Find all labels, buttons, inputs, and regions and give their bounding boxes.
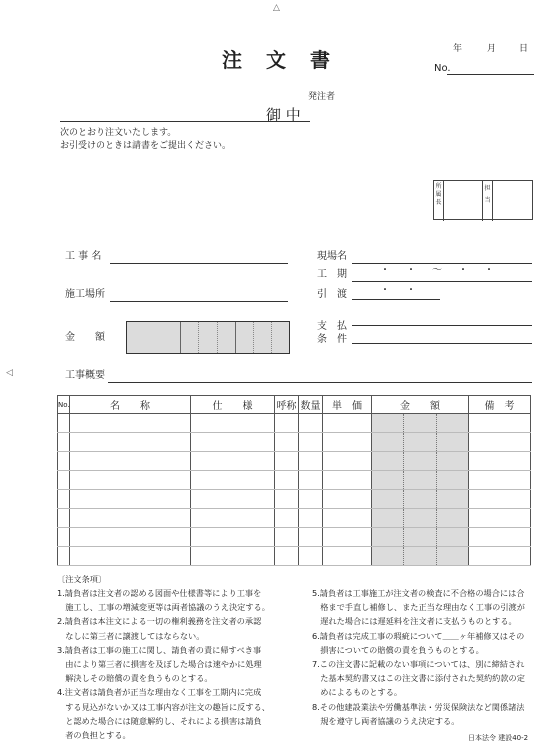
table-header-row — [58, 396, 531, 414]
col-spec: 仕 様 — [191, 396, 275, 414]
outline-label: 工事概要 — [65, 370, 105, 381]
term-line: 5.請負者は工事施工が注文者の検査に不合格の場合には合 — [312, 588, 525, 598]
table-cell[interactable] — [275, 528, 299, 547]
col-quantity: 数量 — [299, 396, 323, 414]
terms-right-column — [312, 586, 525, 728]
table-cell[interactable] — [299, 414, 323, 433]
table-cell[interactable] — [70, 509, 191, 528]
table-row — [58, 509, 531, 528]
date-year-label: 年 — [453, 44, 463, 54]
table-cell[interactable] — [191, 528, 275, 547]
table-cell[interactable] — [372, 547, 469, 566]
table-cell[interactable] — [70, 433, 191, 452]
table-cell[interactable] — [323, 490, 372, 509]
table-cell[interactable] — [372, 471, 469, 490]
table-row — [58, 528, 531, 547]
table-cell[interactable] — [275, 414, 299, 433]
table-cell[interactable] — [299, 490, 323, 509]
table-row — [58, 471, 531, 490]
table-cell[interactable] — [469, 414, 531, 433]
table-cell[interactable] — [323, 547, 372, 566]
table-cell[interactable] — [469, 547, 531, 566]
orderer-label: 発注者 — [308, 92, 336, 102]
table-cell[interactable] — [58, 471, 70, 490]
construction-name-field[interactable] — [110, 263, 288, 264]
table-row — [58, 490, 531, 509]
table-cell[interactable] — [323, 414, 372, 433]
col-unit-price: 単 価 — [323, 396, 372, 414]
order-number-field[interactable] — [447, 74, 534, 75]
term-line: 4.注文者は請負者が正当な理由なく工事を工期内に完成 — [57, 687, 262, 698]
term-line: と認めた場合には随意解約し、それによる損害は請負 — [57, 715, 262, 726]
terms-heading: 〔注文条項〕 — [57, 574, 107, 584]
term-line: 由により第三者に損害を及ぼした場合は速やかに処理 — [57, 659, 262, 670]
col-name: 名 称 — [70, 396, 191, 414]
table-cell[interactable] — [323, 471, 372, 490]
site-name-label: 現場名 — [317, 251, 347, 262]
col-amount: 金 額 — [372, 396, 469, 414]
table-cell[interactable] — [70, 528, 191, 547]
table-cell[interactable] — [275, 452, 299, 471]
col-remarks: 備 考 — [469, 396, 531, 414]
table-cell[interactable] — [58, 509, 70, 528]
table-cell[interactable] — [58, 547, 70, 566]
term-line: 格まで手直し補修し、また正当な理由なく工事の引渡が — [312, 602, 525, 613]
period-field[interactable] — [352, 281, 532, 282]
table-cell[interactable] — [70, 547, 191, 566]
term-line: 1.請負者は注文者の認める図面や仕様書等により工事を — [57, 588, 262, 598]
term-line: 施工し、工事の増減変更等は両者協議のうえ決定する。 — [57, 602, 270, 613]
col-no: No. — [58, 396, 70, 414]
table-cell[interactable] — [58, 452, 70, 471]
term-line: めによるものとする。 — [312, 687, 403, 698]
payment-terms-label-2: 条 件 — [317, 334, 347, 345]
order-number-label: No. — [434, 63, 451, 74]
table-cell[interactable] — [372, 452, 469, 471]
table-cell[interactable] — [275, 490, 299, 509]
table-cell[interactable] — [469, 452, 531, 471]
onchu-underline — [260, 121, 310, 122]
recipient-name-field[interactable] — [60, 121, 260, 122]
table-cell[interactable] — [191, 471, 275, 490]
table-cell[interactable] — [372, 509, 469, 528]
delivery-field[interactable] — [352, 299, 440, 300]
term-line: 遅れた場合には遅延料を注文者に支払うものとする。 — [312, 616, 517, 627]
intro-line-2: お引受けのときは請書をご提出ください。 — [60, 141, 232, 151]
left-registration-mark: ◁ — [6, 368, 13, 378]
table-cell[interactable] — [70, 490, 191, 509]
table-cell[interactable] — [299, 547, 323, 566]
table-cell[interactable] — [191, 547, 275, 566]
term-line: する見込がないか又は工事内容が注文の趣旨に反する、 — [57, 701, 270, 712]
construction-place-field[interactable] — [110, 301, 288, 302]
table-row — [58, 547, 531, 566]
table-cell[interactable] — [275, 471, 299, 490]
payment-terms-field-1[interactable] — [352, 325, 532, 326]
term-line: た基本契約書又はこの注文書に添付された契約約款の定 — [312, 673, 525, 684]
footer-publisher-code: 日本法令 建設40-2 — [468, 734, 529, 742]
payment-terms-label-1: 支 払 — [317, 321, 347, 332]
term-line: 3.請負者は工事の施工に関し、請負者の責に帰すべき事 — [57, 644, 262, 655]
period-label: 工 期 — [317, 269, 347, 280]
table-cell[interactable] — [191, 490, 275, 509]
col-unit: 呼称 — [275, 396, 299, 414]
table-cell[interactable] — [323, 528, 372, 547]
table-cell[interactable] — [469, 509, 531, 528]
amount-label: 金 額 — [65, 332, 105, 343]
payment-terms-field-2[interactable] — [352, 343, 532, 344]
table-cell[interactable] — [191, 509, 275, 528]
table-cell[interactable] — [469, 471, 531, 490]
date-day-label: 日 — [519, 44, 529, 54]
term-line: 6.請負者は完成工事の瑕疵について＿＿ヶ年補修又はその — [312, 630, 525, 641]
table-cell[interactable] — [299, 452, 323, 471]
outline-field[interactable] — [108, 382, 532, 383]
delivery-label: 引 渡 — [317, 289, 347, 300]
construction-name-label: 工 事 名 — [65, 251, 102, 262]
table-cell[interactable] — [372, 433, 469, 452]
term-line: 解決しその賠償の責を負うものとする。 — [57, 673, 213, 684]
stamp-label-person-in-charge: 担当 — [482, 181, 493, 221]
table-cell[interactable] — [275, 547, 299, 566]
document-title: 注 文 書 — [222, 48, 332, 72]
period-date-separators: ・ ・ 〜 ・ ・ — [380, 265, 497, 276]
table-cell[interactable] — [323, 433, 372, 452]
table-cell[interactable] — [58, 490, 70, 509]
date-month-label: 月 — [487, 44, 497, 54]
table-cell[interactable] — [469, 433, 531, 452]
term-line: 8.その他建設業法や労働基準法・労災保険法など関係諸法 — [312, 701, 525, 712]
amount-box[interactable] — [126, 321, 290, 354]
table-cell[interactable] — [191, 452, 275, 471]
terms-left-column — [57, 586, 270, 742]
table-cell[interactable] — [58, 433, 70, 452]
table-cell[interactable] — [191, 414, 275, 433]
table-cell[interactable] — [58, 414, 70, 433]
approval-stamp-box — [433, 180, 533, 220]
stamp-label-section-head: 所属長 — [434, 181, 444, 221]
top-registration-mark: △ — [273, 3, 280, 13]
table-cell[interactable] — [469, 528, 531, 547]
term-line: なしに第三者に譲渡してはならない。 — [57, 630, 205, 641]
table-cell[interactable] — [299, 471, 323, 490]
term-line: 規を遵守し両者協議のうえ決定する。 — [312, 715, 460, 726]
table-cell[interactable] — [70, 471, 191, 490]
table-cell[interactable] — [58, 528, 70, 547]
table-cell[interactable] — [469, 490, 531, 509]
table-cell[interactable] — [275, 433, 299, 452]
construction-place-label: 施工場所 — [65, 289, 105, 300]
table-cell[interactable] — [299, 433, 323, 452]
table-cell[interactable] — [70, 414, 191, 433]
table-cell[interactable] — [372, 414, 469, 433]
table-cell[interactable] — [323, 452, 372, 471]
table-cell[interactable] — [299, 528, 323, 547]
items-table — [57, 395, 531, 566]
table-cell[interactable] — [191, 433, 275, 452]
delivery-date-separators: ・ ・ — [380, 285, 419, 296]
table-row — [58, 414, 531, 433]
term-line: 者の負担とする。 — [57, 730, 131, 741]
table-cell[interactable] — [323, 509, 372, 528]
term-line: 損害についての賠償の責を負うものとする。 — [312, 644, 484, 655]
term-line: 2.請負者は本注文による一切の権利義務を注文者の承認 — [57, 616, 262, 627]
table-cell[interactable] — [299, 509, 323, 528]
term-line: 7.この注文書に記載のない事項については、別に締結され — [312, 659, 525, 670]
table-cell[interactable] — [372, 490, 469, 509]
onchu-label: 御 中 — [266, 106, 301, 124]
table-cell[interactable] — [275, 509, 299, 528]
intro-line-1: 次のとおり注文いたします。 — [60, 128, 177, 138]
table-cell[interactable] — [70, 452, 191, 471]
table-row — [58, 452, 531, 471]
table-cell[interactable] — [372, 528, 469, 547]
table-row — [58, 433, 531, 452]
